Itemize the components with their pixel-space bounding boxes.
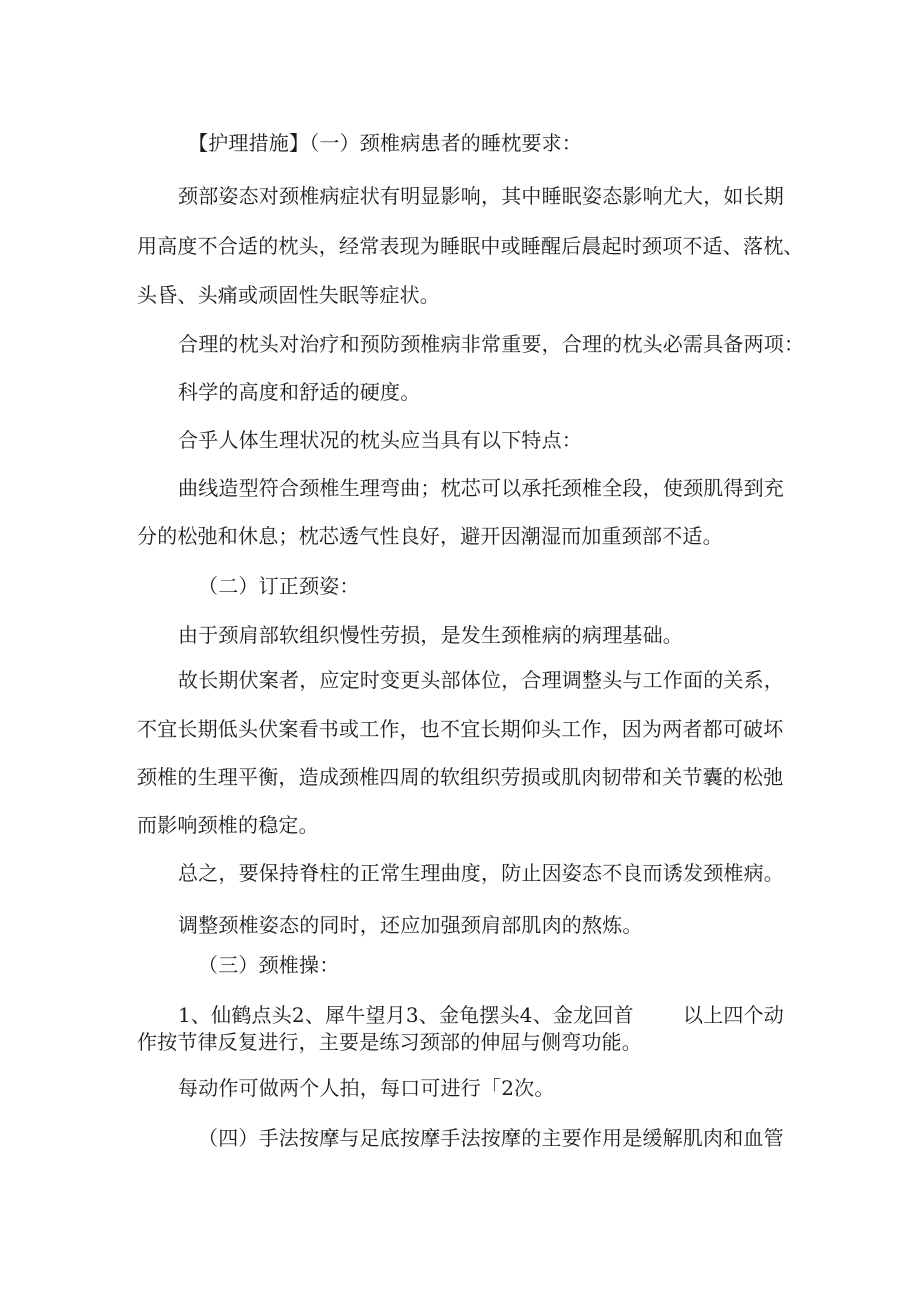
section-heading-4: （四）手法按摩与足底按摩手法按摩的主要作用是缓解肌肉和血管 xyxy=(198,1126,784,1150)
paragraph-line: 每动作可做两个人拍，每口可进行「2次。 xyxy=(178,1076,555,1100)
exercise-list-line: 1、仙鹤点头2、犀牛望月3、金龟摆头4、金龙回首 xyxy=(178,1003,634,1027)
paragraph-line: 由于颈肩部软组织慢性劳损，是发生颈椎病的病理基础。 xyxy=(178,623,683,647)
paragraph-line: 颈部姿态对颈椎病症状有明显影响，其中睡眠姿态影响尤大，如长期 xyxy=(178,184,784,208)
paragraph-line: 曲线造型符合颈椎生理弯曲；枕芯可以承托颈椎全段，使颈肌得到充 xyxy=(178,476,784,500)
paragraph-line: 分的松弛和休息；枕芯透气性良好，避开因潮湿而加重颈部不适。 xyxy=(137,524,723,548)
paragraph-line: 作按节律反复进行，主要是练习颈部的伸屈与侧弯功能。 xyxy=(137,1030,642,1054)
paragraph-line: 颈椎的生理平衡，造成颈椎四周的软组织劳损或肌肉韧带和关节囊的松弛 xyxy=(137,765,784,789)
paragraph-line: 故长期伏案者，应定时变更头部体位，合理调整头与工作面的关系， xyxy=(178,668,784,692)
paragraph-line: 不宜长期低头伏案看书或工作，也不宜长期仰头工作，因为两者都可破坏 xyxy=(137,717,784,741)
paragraph-line: 头昏、头痛或顽固性失眠等症状。 xyxy=(137,283,440,307)
paragraph-line: 科学的高度和舒适的硬度。 xyxy=(178,380,421,404)
section-heading-2: （二）订正颈姿： xyxy=(198,574,360,598)
paragraph-line: 用高度不合适的枕头，经常表现为睡眠中或睡醒后晨起时颈项不适、落枕、 xyxy=(137,234,804,258)
paragraph-line: 合乎人体生理状况的枕头应当具有以下特点： xyxy=(178,428,582,452)
section-heading-3: （三）颈椎操： xyxy=(198,953,340,977)
paragraph-line: 而影响颈椎的稳定。 xyxy=(137,813,319,837)
paragraph-line: 合理的枕头对治疗和预防颈椎病非常重要，合理的枕头必需具备两项： xyxy=(178,332,805,356)
paragraph-line: 调整颈椎姿态的同时，还应加强颈肩部肌肉的熬炼。 xyxy=(178,913,643,937)
exercise-list-tail: 以上四个动 xyxy=(683,1003,784,1027)
section-heading-1: 【护理措施】（一）颈椎病患者的睡枕要求： xyxy=(188,131,582,155)
paragraph-line: 总之，要保持脊柱的正常生理曲度，防止因姿态不良而诱发颈椎病。 xyxy=(178,861,784,885)
